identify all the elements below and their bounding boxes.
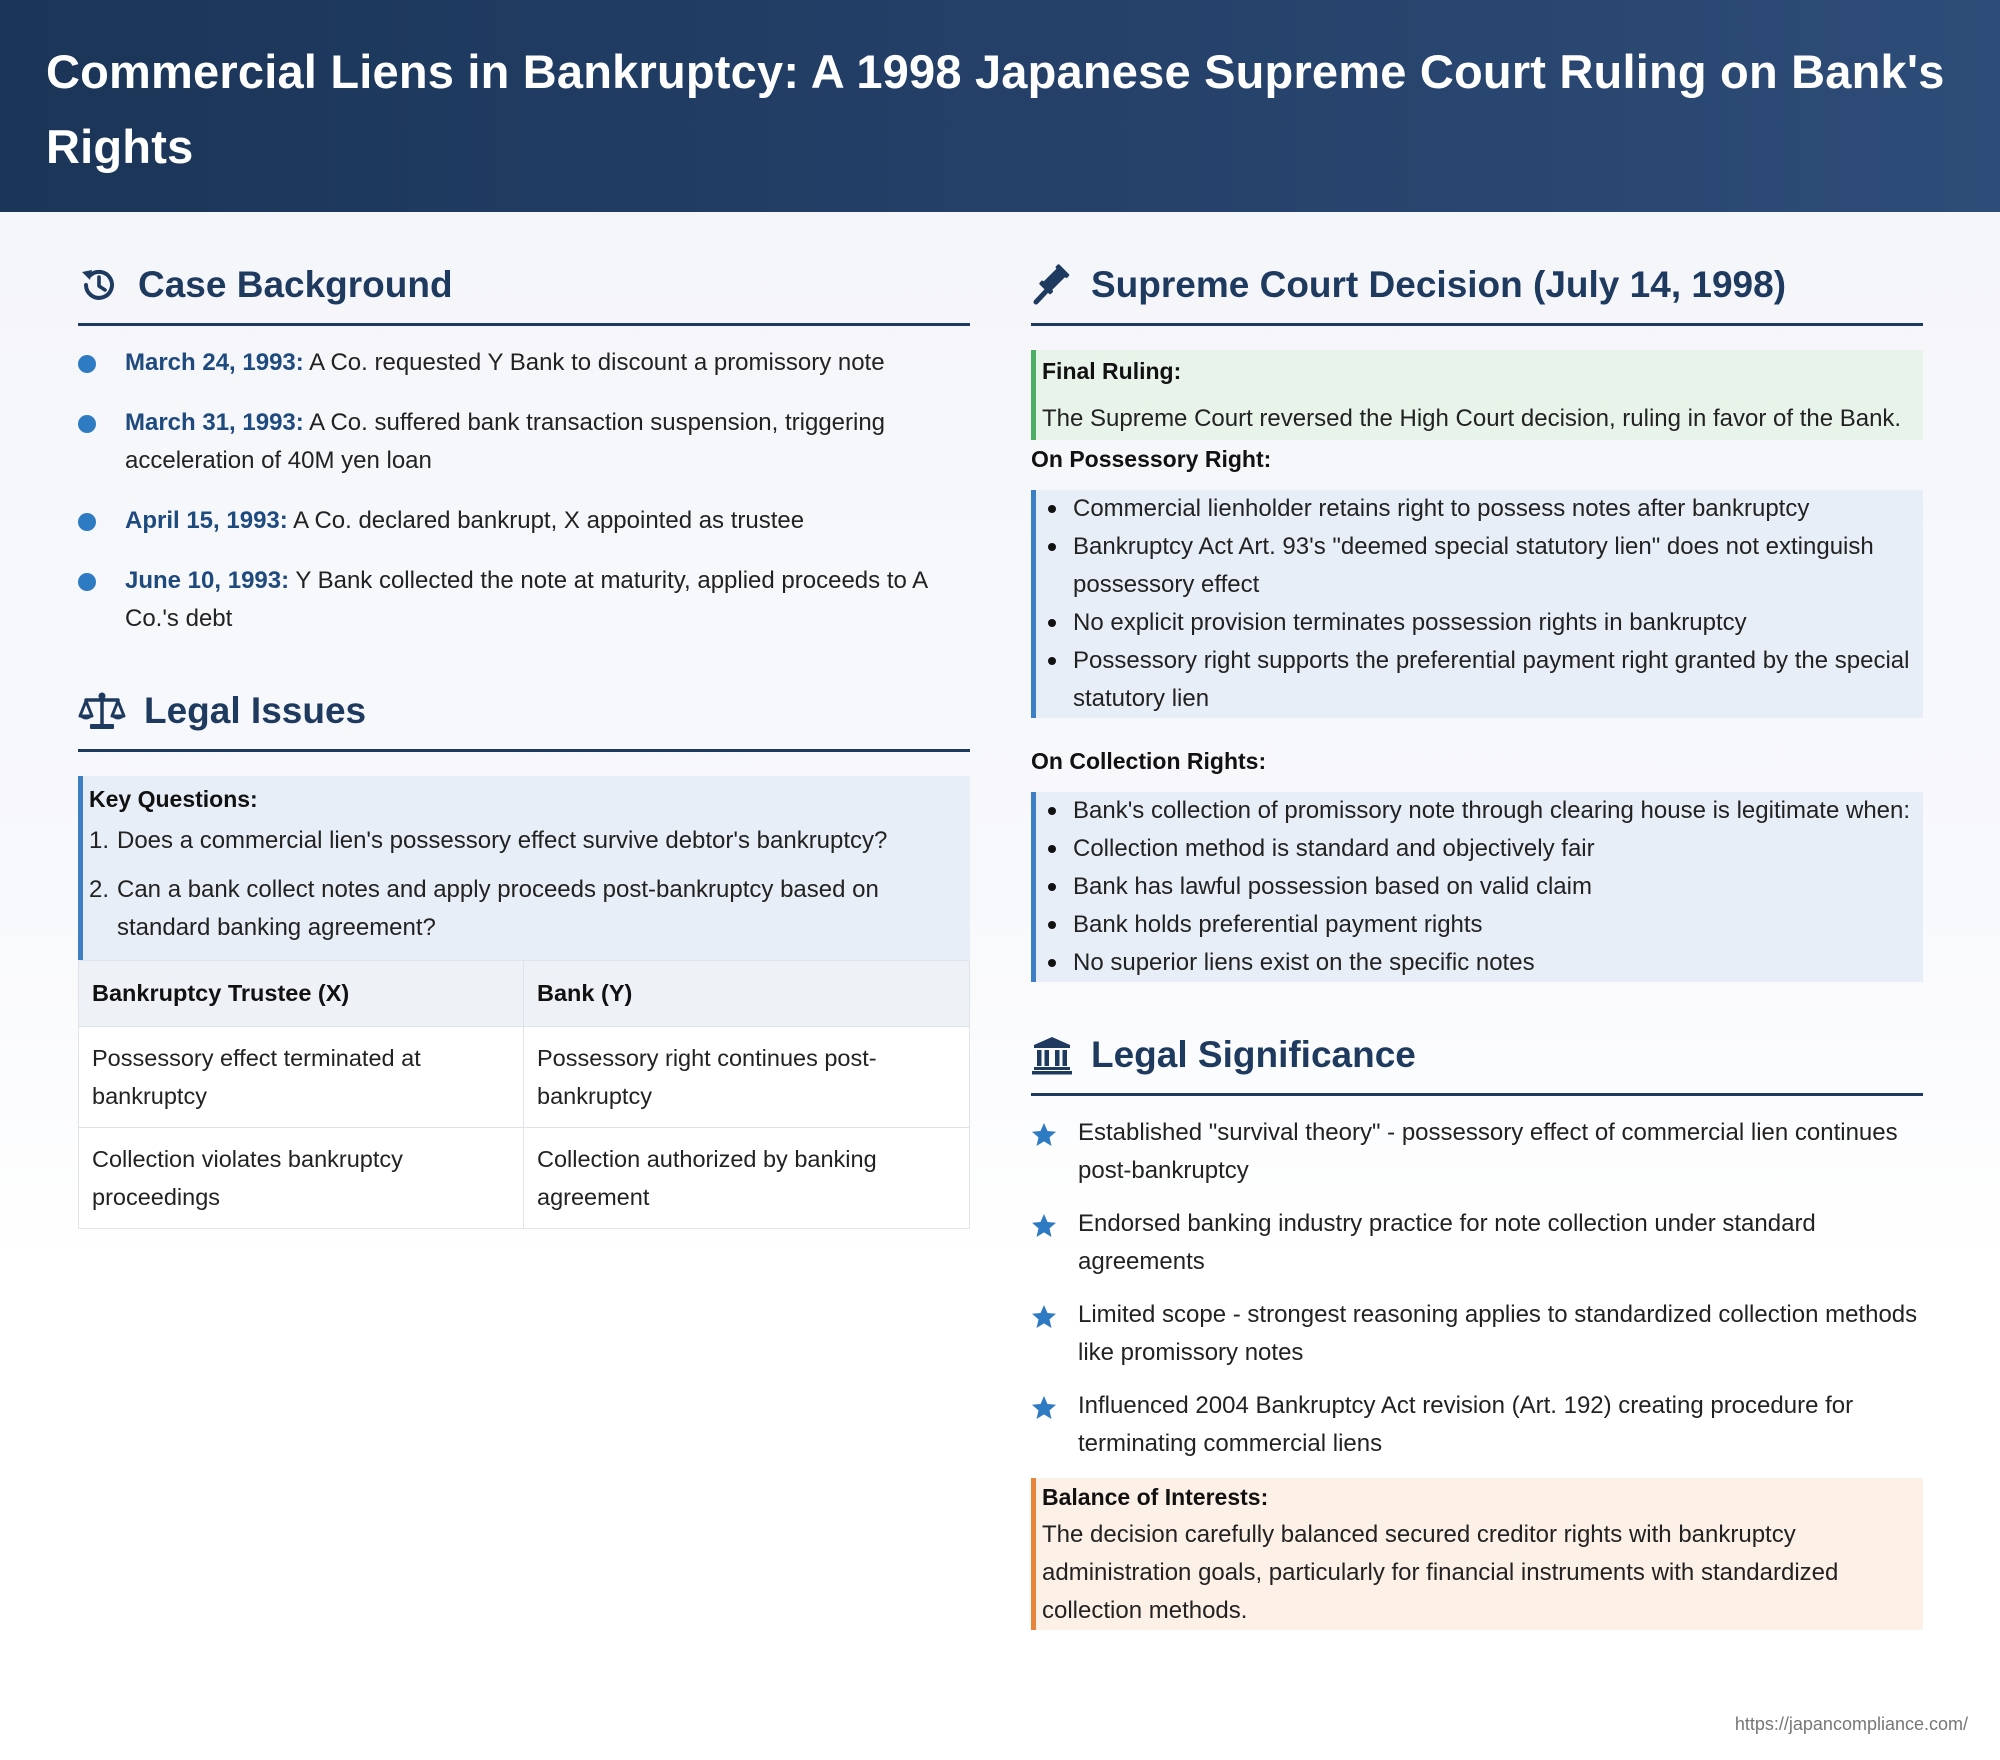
significance-section <box>1031 1022 1923 1630</box>
list-item: Bank holds preferential payment rights <box>1036 906 1913 944</box>
question-text: Can a bank collect notes and apply proceeds post-bankruptcy based on standard banking agreement? <box>117 876 879 941</box>
significance-text: Influenced 2004 Bankruptcy Act revision (Art. 192) creating procedure for terminating commercial liens <box>1078 1392 1854 1457</box>
case-background-title: Case Background <box>138 263 453 305</box>
legal-issues-title: Legal Issues <box>144 689 367 731</box>
final-ruling-box <box>1031 350 1923 440</box>
question-item <box>89 822 960 860</box>
table-header-bank: Bank (Y) <box>524 961 970 1027</box>
key-questions-list <box>89 822 960 947</box>
table-cell: Collection authorized by banking agreement <box>524 1128 970 1229</box>
timeline-text: A Co. suffered bank transaction suspension, triggering acceleration of 40M yen loan <box>125 409 886 474</box>
table-cell: Possessory effect terminated at bankruptcy <box>79 1027 524 1128</box>
table-cell: Collection violates bankruptcy proceedings <box>79 1128 524 1229</box>
timeline-date: March 24, 1993: <box>125 349 304 376</box>
significance-text: Established "survival theory" - possessory effect of commercial lien continues post-bankruptcy <box>1078 1119 1898 1184</box>
timeline-date: June 10, 1993: <box>125 567 290 594</box>
significance-title: Legal Significance <box>1091 1033 1416 1075</box>
case-background-section <box>78 252 970 638</box>
footer-url: https://japancompliance.com/ <box>1734 1714 1968 1734</box>
timeline-item <box>78 404 970 480</box>
list-item: Bankruptcy Act Art. 93's "deemed special statutory lien" does not extinguish possessory effect <box>1036 528 1913 604</box>
timeline-text: A Co. requested Y Bank to discount a promissory note <box>309 349 885 376</box>
significance-text: Endorsed banking industry practice for note collection under standard agreements <box>1078 1210 1816 1275</box>
decision-title: Supreme Court Decision (July 14, 1998) <box>1091 263 1787 305</box>
landmark-icon <box>1031 1034 1073 1076</box>
history-icon <box>78 264 120 306</box>
table-row <box>79 1027 970 1128</box>
list-item: Bank's collection of promissory note through clearing house is legitimate when: <box>1036 792 1913 830</box>
timeline-item <box>78 344 970 382</box>
significance-heading <box>1031 1022 1923 1096</box>
star-icon <box>1031 1122 1057 1148</box>
list-item: Possessory right supports the preferential payment right granted by the special statutory lien <box>1036 642 1913 718</box>
timeline-dot <box>78 573 96 591</box>
decision-section <box>1031 252 1923 982</box>
collection-rights-list <box>1036 792 1913 982</box>
timeline-date: March 31, 1993: <box>125 409 304 436</box>
table-header-trustee: Bankruptcy Trustee (X) <box>79 961 524 1027</box>
significance-item <box>1031 1205 1923 1281</box>
key-questions-title: Key Questions: <box>89 786 258 812</box>
table-row <box>79 1128 970 1229</box>
balance-title: Balance of Interests: <box>1042 1484 1269 1510</box>
star-icon <box>1031 1213 1057 1239</box>
list-item: No superior liens exist on the specific notes <box>1036 944 1913 982</box>
timeline-date: April 15, 1993: <box>125 507 288 534</box>
question-number: 1. <box>89 827 110 854</box>
possessory-right-list <box>1036 490 1913 718</box>
page-title: Commercial Liens in Bankruptcy: A 1998 Japanese Supreme Court Ruling on Bank's Rights <box>46 45 1945 173</box>
timeline-text: A Co. declared bankrupt, X appointed as trustee <box>293 507 805 534</box>
list-item: Collection method is standard and objectively fair <box>1036 830 1913 868</box>
possessory-right-box <box>1031 490 1923 718</box>
gavel-icon <box>1031 264 1073 306</box>
star-icon <box>1031 1395 1057 1421</box>
significance-list <box>1031 1114 1923 1463</box>
final-ruling-title: Final Ruling: <box>1042 358 1182 384</box>
possessory-right-title: On Possessory Right: <box>1031 446 1272 472</box>
page-header <box>0 0 2000 212</box>
timeline-item <box>78 562 970 638</box>
left-column <box>78 252 970 1229</box>
question-number: 2. <box>89 876 110 903</box>
list-item: Bank has lawful possession based on valid claim <box>1036 868 1913 906</box>
table-cell: Possessory right continues post-bankruptcy <box>524 1027 970 1128</box>
table-header-row <box>79 961 970 1027</box>
list-item: Commercial lienholder retains right to possess notes after bankruptcy <box>1036 490 1913 528</box>
final-ruling-text: The Supreme Court reversed the High Court decision, ruling in favor of the Bank. <box>1042 405 1902 432</box>
legal-issues-section <box>78 678 970 1229</box>
timeline-text: Y Bank collected the note at maturity, applied proceeds to A Co.'s debt <box>125 567 927 632</box>
decision-heading <box>1031 252 1923 326</box>
timeline-dot <box>78 513 96 531</box>
timeline-list <box>78 344 970 638</box>
question-item <box>89 871 960 947</box>
significance-item <box>1031 1296 1923 1372</box>
significance-item <box>1031 1387 1923 1463</box>
right-column <box>1031 252 1923 1630</box>
positions-table <box>78 960 970 1229</box>
key-questions-box <box>78 776 970 960</box>
significance-item <box>1031 1114 1923 1190</box>
balance-of-interests-box <box>1031 1478 1923 1630</box>
significance-text: Limited scope - strongest reasoning applies to standardized collection methods like promissory notes <box>1078 1301 1918 1366</box>
case-background-heading <box>78 252 970 326</box>
scale-icon <box>78 690 126 732</box>
timeline-dot <box>78 355 96 373</box>
list-item: No explicit provision terminates possession rights in bankruptcy <box>1036 604 1913 642</box>
star-icon <box>1031 1304 1057 1330</box>
question-text: Does a commercial lien's possessory effect survive debtor's bankruptcy? <box>117 827 888 854</box>
timeline-item <box>78 502 970 540</box>
balance-text: The decision carefully balanced secured creditor rights with bankruptcy administration goals, particularly for financial instruments with standardized collection methods. <box>1042 1521 1839 1624</box>
legal-issues-heading <box>78 678 970 752</box>
collection-rights-title: On Collection Rights: <box>1031 748 1267 774</box>
timeline-dot <box>78 415 96 433</box>
collection-rights-box <box>1031 792 1923 982</box>
